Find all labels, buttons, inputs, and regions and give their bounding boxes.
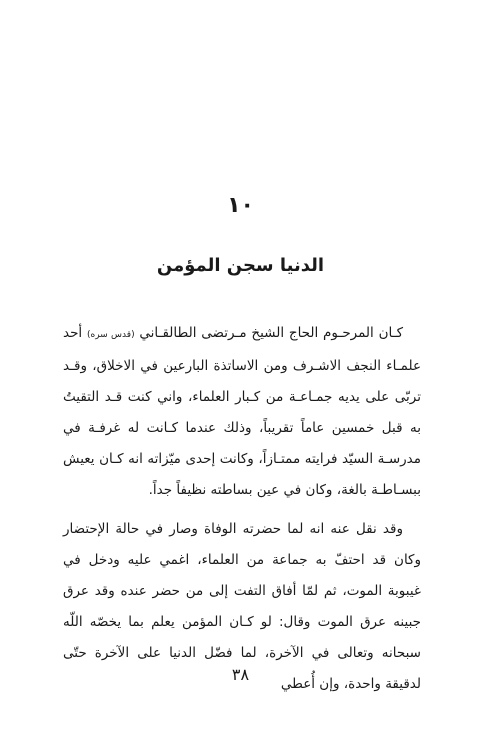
chapter-title: الدنيا سجن المؤمن: [156, 255, 325, 276]
paragraph-2: وقد نقل عنه انه لما حضرته الوفاة وصار في حالة الإحتضار وكان قد احتفّ به جماعة من العلماء، اغمي عليه ودخل في غيبوبة الموت، ثم لمّا أفاق التفت إلى من حضر عنده وقد عرق جبينه عرق الموت وقال: لو كـان المؤمن يعلم بما يخصّه اللّه سبحانه وتعالى في الآخرة، لما فضّل الدنيا على الآخرة حتّى لدقيقة واحدة، وإن أُعطي: [63, 521, 421, 692]
paragraph-1-rest: أحد علمـاء النجف الاشـرف ومن الاساتذة البارعين في الاخلاق، وقـد تربّى على يديه جمـاعـة من كـبار العلماء، واني كنت قـد التقيتُ به قبل خمسين عاماً تقريباً، وذلك عندما كـانت له غرفـة في مدرسـة السيّد فرايته ممتـازاً، وكانت إحدى ميّزاته انه كـان يعيش ببسـاطـة بالغة، وكان في عين بساطته نظيفاً جداً.: [63, 325, 421, 498]
body-text: [63, 318, 421, 700]
honorific-note: (قدس سره): [86, 330, 135, 340]
page-number: ٣٨: [231, 665, 250, 684]
paragraph-1: [63, 318, 421, 506]
chapter-number: ١٠: [227, 193, 254, 218]
paragraph-1-start: كـان المرحـوم الحاج الشيخ مـرتضى الطالقـاني: [134, 325, 403, 341]
